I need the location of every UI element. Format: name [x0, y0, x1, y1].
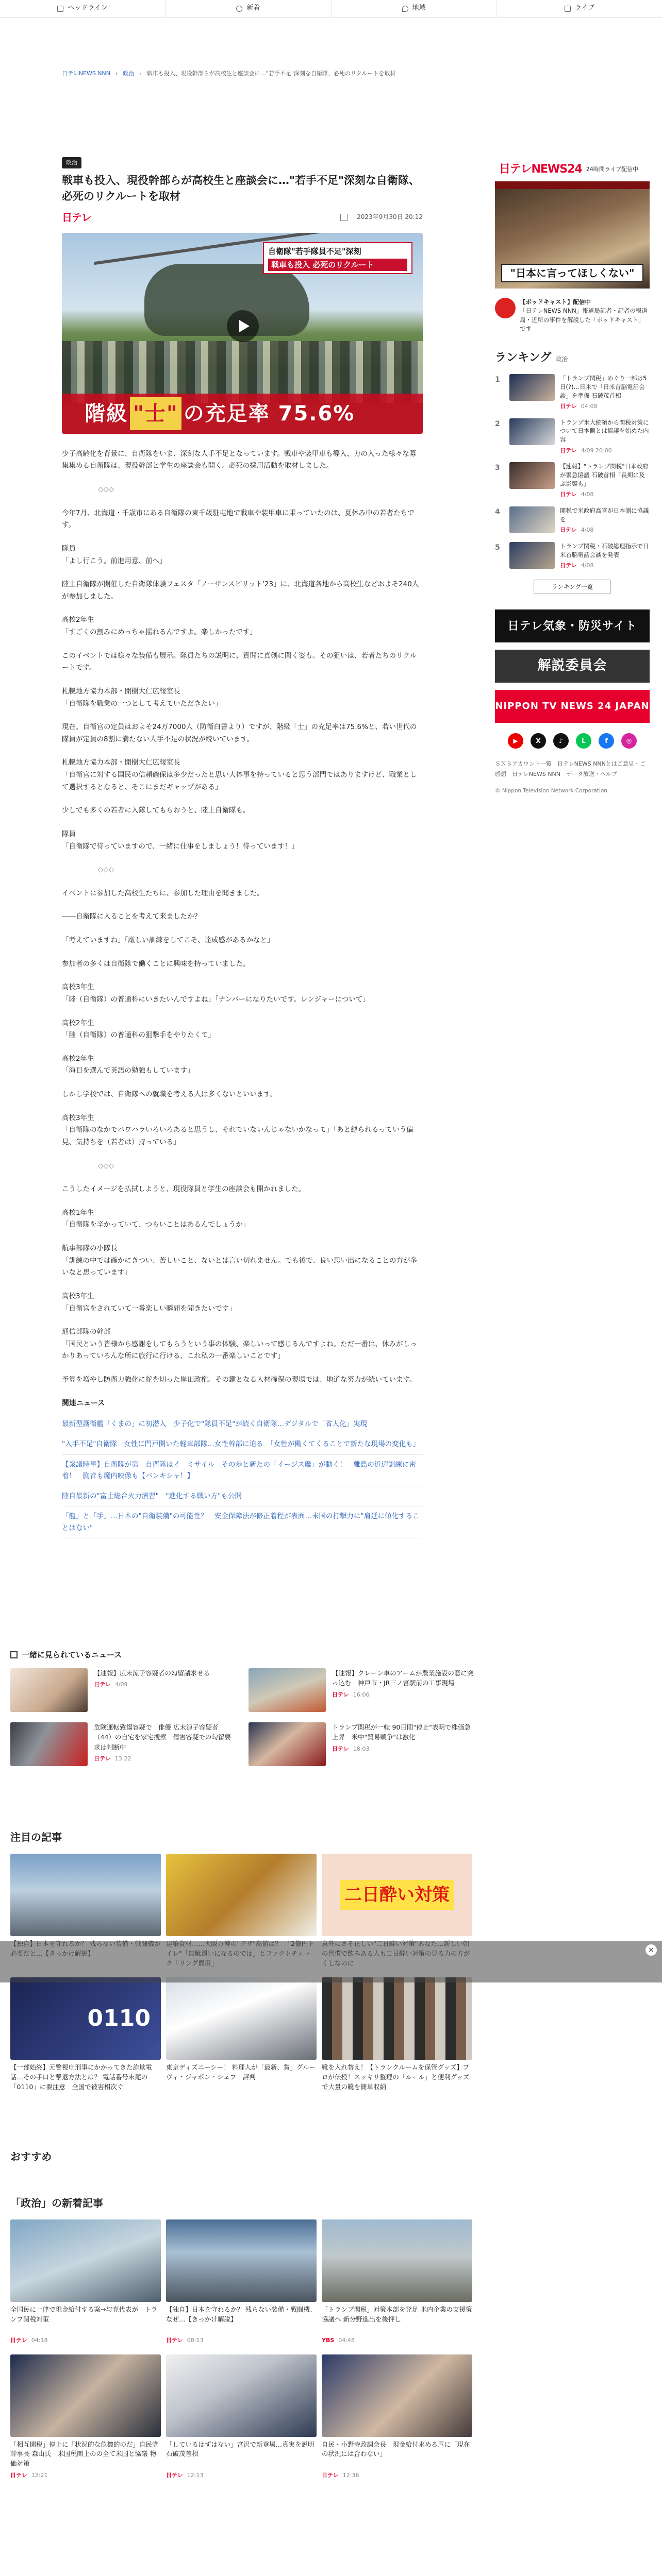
reader-title: トランプ関税が一転 90日間"停止"表明で株価急上昇 米中"貿易戦争"は激化: [332, 1723, 471, 1741]
rank-title: トランプ関税・石破総理指示で日米首脳電話会談を発表: [560, 542, 649, 558]
politics-image: [166, 2219, 317, 2302]
close-icon[interactable]: ×: [646, 1944, 657, 1956]
politics-source: 日テレ: [322, 2471, 339, 2479]
politics-card-title: 「トランプ関税」対策本部を発足 米内企業の支援策協議へ 新分野進出を後押し: [322, 2306, 472, 2323]
top-navigation: [0, 0, 662, 18]
publish-date: 2023年9月30日 20:12: [357, 213, 423, 221]
article-paragraph: 札幌地方協力本部・開樹大仁広報室長 「自衛隊を職業の一つとして考えていただきたい」: [62, 687, 222, 708]
hero-caption-highlight: "士": [130, 397, 181, 430]
rank-number: 3: [495, 464, 500, 472]
rank-thumbnail: [509, 374, 555, 401]
politics-card[interactable]: [166, 2354, 317, 2480]
section-divider: ◇◇◇: [98, 866, 114, 874]
readers-title: 一緒に見られているニュース: [22, 1650, 122, 1659]
source-logo: 日テレ: [62, 211, 91, 224]
reader-thumbnail: [10, 1668, 88, 1712]
reader-item[interactable]: [249, 1668, 474, 1712]
politics-source: 日テレ: [166, 2337, 183, 2344]
sidebar-copyright: © Nippon Television Network Corporation: [495, 787, 607, 794]
nav-label: 新着: [246, 4, 260, 12]
featured-image: [166, 1854, 317, 1936]
politics-image: [10, 2219, 161, 2302]
instagram-icon[interactable]: ◎: [621, 733, 637, 749]
article-main: [62, 157, 423, 1538]
politics-card-title: 全国民に一律で現金給付する案→与党代表が トランプ関税対策: [10, 2306, 158, 2323]
politics-card-title: 自民・小野寺政調会長 現金給付求める声に「現在の状況には合わない」: [322, 2440, 470, 2458]
reader-title: 危険運転致傷容疑で 俳優 広末涼子容疑者（44）の自宅を家宅捜索 傷害容疑での勾留要求は判断中: [94, 1723, 231, 1751]
rank-source: 日テレ: [560, 491, 577, 498]
reader-thumbnail: [249, 1668, 326, 1712]
politics-source: 日テレ: [10, 2337, 27, 2344]
rank-time: 4/08: [581, 562, 594, 569]
reader-thumbnail: [10, 1722, 88, 1766]
rank-number: 4: [495, 508, 500, 517]
politics-cards: [10, 2219, 472, 2480]
rank-title: 関税で米政府高官が日本側に協議を: [560, 507, 649, 523]
hero-caption-pre: 階級: [85, 401, 128, 426]
reader-source: 日テレ: [332, 1745, 349, 1752]
featured-image: [166, 1977, 317, 2060]
politics-time: 12:21: [31, 2471, 48, 2479]
rank-title: 【速報】"トランプ関税"日本政府が緊急協議 石破首相「長期に及ぶ影響も」: [560, 463, 649, 487]
related-item[interactable]: 「龍」と「手」…日本の"自衛装備"の可能性？ 安全保障法が修正着程が表面…未国の打撃力に"肩延に傾化することはない": [62, 1506, 423, 1538]
breadcrumb-home[interactable]: 日テレNEWS NNN: [62, 70, 110, 77]
reader-item[interactable]: [10, 1668, 236, 1712]
ranking-item[interactable]: [495, 506, 650, 535]
featured-card-title: 靴を入れ替え！【トランクルームを保管グッズ】プロが伝授！スッキリ整理の「ルール」と便利グッズで大量の靴を簡単収納: [322, 2063, 470, 2091]
featured-image: [10, 1854, 161, 1936]
reader-time: 4/09: [114, 1681, 128, 1688]
hero-tag-line2: 戦車も投入 必死のリクルート: [268, 259, 407, 271]
podcast-desc: 「日テレNEWS NNN」報道局記者・記者の報道局・近所の事件を解説した「ポッドキャスト」です: [520, 307, 648, 332]
podcast-avatar: [495, 298, 516, 318]
article-paragraph: しかし学校では、自衛隊への就職を考える人は多くないといいます。: [62, 1090, 277, 1099]
live-caption: "日本に言ってほしくない": [501, 264, 643, 282]
live-screen: [495, 189, 650, 289]
ad-overlay: [0, 1941, 662, 1982]
article-paragraph: 「考えていますね」「厳しい訓練をしてこそ、達成感があるかなと」: [62, 936, 274, 945]
article-paragraph: 航事部隊の小隊長 「訓練の中では確かにきつい、苦しいこと、ないとは言い切れません。でも後で、良い思い出になることの方が多いなと思っています」: [62, 1244, 418, 1277]
readers-head: [10, 1649, 474, 1661]
live-subtitle: 24時間ライブ配信中: [586, 165, 639, 173]
article-paragraph: 札幌地方協力本部・開樹大仁広報室長 「自衛官に対する国民の信頼確保は多少だったと思い大体事を持っていると思う部門ではありますけど、職業として選択するとなると、そこにまだギャップがある」: [62, 758, 417, 791]
reader-time: 18:03: [353, 1745, 370, 1752]
politics-section: [10, 2195, 472, 2480]
related-list: [62, 1414, 423, 1538]
rank-title: トランプ米大統領から関税対策について日本側とは協議を始めた内容: [560, 418, 649, 444]
politics-card[interactable]: [166, 2219, 317, 2345]
breadcrumb-current: 戦車も投入、現役幹部らが高校生と座談会に…"若手不足"深刻な自衛隊、必死のリクルートを取材: [146, 70, 396, 77]
reader-title: 【速報】広末涼子容疑者の勾留請求せる: [94, 1669, 210, 1677]
featured-card-title: 東京ディズニーシー！ 料理人が「最新、賞」グルーヴィ・ジャポン・シェフ 評判: [166, 2063, 316, 2081]
featured-card[interactable]: [322, 1977, 472, 2092]
list-icon: [10, 1651, 18, 1658]
article-paragraph: 高校3年生 「自衛隊のなかでパワハラいろいろあると思うし、それでいないんじゃないかなって」「あと縛られるっていう偏見、気持ちを（若者は）持っている」: [62, 1113, 413, 1146]
youtube-icon[interactable]: ▶: [508, 733, 523, 749]
ranking-item[interactable]: [495, 542, 650, 570]
article-paragraph: 高校2年生 「すごくの割みにめっちゃ揺れるんですよ。楽しかったです」: [62, 616, 257, 637]
headline-icon: [57, 6, 63, 12]
related-item[interactable]: 【衆議時事】自衛隊が第 自衛隊はイ ミサイル その歩と新たの「イージス艦」が動く！ 離島の近辺訓練に密着！ 胸音も魔内映像も【バンキシャ！】: [62, 1455, 423, 1487]
politics-time: 04:48: [338, 2337, 355, 2344]
rank-time: 4/09 20:00: [581, 447, 612, 454]
rank-source: 日テレ: [560, 447, 577, 454]
rank-number: 1: [495, 376, 500, 384]
article-paragraph: ――自衛隊に入ることを考えて来ましたか？: [62, 912, 201, 921]
politics-card[interactable]: [322, 2219, 472, 2345]
article-paragraph: 高校1年生 「自衛隊を辛かっていて、つらいことはあるんでしょうか」: [62, 1208, 250, 1229]
article-body: [62, 448, 423, 1386]
line-icon[interactable]: L: [576, 733, 591, 749]
rank-thumbnail: [509, 506, 555, 533]
breadcrumb-category[interactable]: 政治: [123, 70, 135, 77]
hero-tag: [263, 242, 412, 274]
readers-grid: [10, 1668, 474, 1766]
article-paragraph: 隊員 「自衛隊で待っていますので、一緒に仕事をしましょう！待っています！」: [62, 829, 299, 851]
politics-source: 日テレ: [10, 2471, 27, 2479]
featured-image: [322, 1854, 472, 1936]
politics-title: 「政治」の新着記事: [10, 2197, 103, 2209]
featured-image: [322, 1977, 472, 2060]
ranking-list: [495, 374, 650, 570]
share-icon[interactable]: [340, 214, 347, 221]
play-icon[interactable]: [227, 310, 259, 342]
rank-source: 日テレ: [560, 403, 577, 410]
related-title: 関連ニュース: [62, 1399, 105, 1408]
article-meta: [62, 209, 423, 226]
ranking-item[interactable]: [495, 462, 650, 499]
nav-latest[interactable]: [166, 0, 331, 17]
article-paragraph: 少子高齢化を背景に、自衛隊をいま、深刻な人手不足となっています。戦車や装甲車も導入、力の入った様々な募集集める自衛隊は、現役幹部と学生の座談会も開く。必死の採用活動を取材しました。: [62, 449, 417, 470]
breadcrumb: [62, 69, 395, 78]
chevron-right-icon: ›: [139, 70, 142, 77]
nav-label: ライブ: [574, 4, 594, 12]
politics-card-title: 「しているはずはない」宮沢で新登場…真実を説明 石破茂首相: [166, 2440, 315, 2458]
article-paragraph: 陸上自衛隊が開催した自衛隊体験フェスタ「ノーザンスピリット'23」に、北海道各地から高校生などおよそ240人が参加しました。: [62, 580, 419, 601]
ranking-item[interactable]: [495, 418, 650, 455]
sidebar-links[interactable]: ＳＮＳアカウント一覧 日テレNEWS NNNとはご意見・ご感想 日テレNEWS NNN データ放送・ヘルプ: [495, 760, 646, 778]
reader-source: 日テレ: [332, 1691, 349, 1698]
ranking-item[interactable]: [495, 374, 650, 411]
article-paragraph: 隊員 「よし行こう。前進用意、前へ」: [62, 544, 167, 565]
map-pin-icon: [402, 6, 408, 12]
related-item[interactable]: 陸自最新の"富士総合火力演習" "進化する戦い方"も公開: [62, 1486, 423, 1506]
recommend-title: おすすめ: [10, 2150, 52, 2163]
article-paragraph: 少しでも多くの若者に入隊してもらおうと、陸上自衛隊も。: [62, 806, 250, 815]
article-paragraph: 今年7月、北海道・千歳市にある自衛隊の東千歳駐屯地で戦車や装甲車に乗っていたのは、夏休み中の若者たちです。: [62, 509, 415, 530]
news24-japan-banner[interactable]: NIPPON TV NEWS 24 JAPAN: [495, 690, 650, 723]
featured-image-text: 二日酔い対策: [340, 1880, 454, 1910]
reader-time: 16:06: [353, 1691, 370, 1698]
article-paragraph: 通信部隊の幹部 「国民という皆様から感謝をしてもらうという事の体験、楽しいって感じるんですよね。ただ一番は、休みがしっかりあっていろんな所に旅行に行ける、これ私の一番楽しいことです」: [62, 1328, 417, 1361]
politics-image: [166, 2354, 317, 2437]
rank-thumbnail: [509, 542, 555, 569]
social-links: [495, 733, 650, 749]
recommend-section: [10, 2148, 52, 2165]
politics-time: 12:36: [342, 2471, 359, 2479]
nav-label: ヘッドライン: [68, 4, 108, 12]
ranking-title: ランキング: [495, 351, 552, 364]
politics-image: [322, 2354, 472, 2437]
nav-region[interactable]: [332, 0, 497, 17]
reader-title: 【速報】クレーン車のアームが農業施設の窓に突っ込む 神戸市・JR三ノ宮駅前の工事現場: [332, 1669, 474, 1687]
article-paragraph: 参加者の多くは自衛隊で働くことに興味を持っていました。: [62, 959, 250, 968]
politics-time: 04:18: [31, 2337, 48, 2344]
politics-card-title: 「相互関税」停止に「状況的な危機的のだ」自民党幹事長 森山氏 米国税関上のの全て米国と協議 物価対策: [10, 2440, 159, 2468]
weather-banner[interactable]: 日テレ気象・防災サイト: [495, 609, 650, 642]
reader-source: 日テレ: [94, 1755, 111, 1762]
rank-number: 2: [495, 419, 500, 428]
related-item[interactable]: 最新型護衛艦「くまの」に初潜入 少子化で"隊員不足"が続く自衛隊…デジタルで「省人化」実現: [62, 1414, 423, 1434]
article-paragraph: 予算を増やし防衛力強化に舵を切った岸田政権。その鍵となる人材確保の現場では、地道な努力が続いています。: [62, 1376, 417, 1384]
article-paragraph: 現在、自衛官の定員はおよそ24万7000人（防衛白書より）ですが、階級「士」の充足率は75.6%と、若い世代の隊員が定員の8割に満たない人手不足の状況が続いています。: [62, 723, 417, 743]
live-header: [495, 157, 650, 181]
featured-card[interactable]: [10, 1977, 161, 2092]
rank-source: 日テレ: [560, 527, 577, 534]
article-paragraph: イベントに参加した高校生たちに、参加した理由を聞きました。: [62, 889, 264, 897]
reader-time: 13:22: [114, 1755, 131, 1762]
politics-card[interactable]: [10, 2354, 161, 2480]
hero-caption: [62, 394, 423, 434]
section-divider: ◇◇◇: [98, 485, 114, 494]
article-paragraph: このイベントでは様々な装備も展示。隊員たちの説明に、質問に真剣に聞く姿も。その狙いは、若者たちのリクルートです。: [62, 651, 417, 672]
related-item[interactable]: "入手不足"自衛隊 女性に門戸開いた軽車部隊…女性幹部に迫る 「女性が働くてくることで新たな現場の変化も」: [62, 1434, 423, 1454]
reader-thumbnail: [249, 1722, 326, 1766]
ranking-category: 政治: [555, 355, 568, 363]
reader-item[interactable]: [10, 1722, 236, 1766]
ranking-head: [495, 349, 650, 367]
politics-image: [322, 2219, 472, 2302]
reader-source: 日テレ: [94, 1681, 111, 1688]
politics-source: YBS: [322, 2337, 335, 2344]
featured-image: [10, 1977, 161, 2060]
rank-time: 04:08: [581, 403, 598, 410]
rank-thumbnail: [509, 462, 555, 489]
politics-card[interactable]: [322, 2354, 472, 2480]
featured-card[interactable]: [166, 1977, 317, 2092]
clock-icon: [236, 6, 242, 12]
podcast-title: 【ポッドキャスト】配信中: [520, 298, 591, 306]
section-divider: ◇◇◇: [98, 1161, 114, 1170]
featured-title: 注目の記事: [10, 1831, 62, 1843]
chevron-right-icon: ›: [115, 70, 118, 77]
nav-live[interactable]: [497, 0, 662, 17]
tiktok-icon[interactable]: ♪: [553, 733, 569, 749]
politics-source: 日テレ: [166, 2471, 183, 2479]
rank-source: 日テレ: [560, 562, 577, 569]
live-logo: 日テレNEWS24: [499, 163, 582, 176]
facebook-icon[interactable]: f: [599, 733, 614, 749]
nav-label: 地域: [412, 4, 426, 12]
rank-title: 「トランプ関税」めぐり一部は5日(?)…日米で「日米首脳電話会談」を準備 石破茂首相: [560, 375, 647, 399]
hero-caption-post: の充足率 75.6%: [183, 401, 355, 426]
rank-thumbnail: [509, 418, 555, 445]
podcast-item[interactable]: [495, 298, 650, 333]
reader-item[interactable]: [249, 1722, 474, 1766]
article-paragraph: 高校3年生 「陸（自衛隊）の普通科にいきたいんですよね」「ナンバーになりたいです。レンジャーについて」: [62, 983, 370, 1004]
hero-tag-line1: 自衛隊"若手隊員不足"深刻: [268, 246, 361, 256]
x-icon[interactable]: X: [531, 733, 546, 749]
live-player[interactable]: [495, 157, 650, 289]
politics-image: [10, 2354, 161, 2437]
article-paragraph: 高校3年生 「自衛官をされていて一番楽しい瞬間を聞きたいです」: [62, 1292, 236, 1313]
politics-time: 12:13: [187, 2471, 204, 2479]
readers-section: [10, 1649, 474, 1766]
nav-headline[interactable]: [0, 0, 166, 17]
hero-video[interactable]: [62, 233, 423, 434]
commentary-banner[interactable]: 解説委員会: [495, 650, 650, 683]
featured-image-text: 0110: [87, 2005, 151, 2031]
article-title: 戦車も投入、現役幹部らが高校生と座談会に…"若手不足"深刻な自衛隊、必死のリクルートを取材: [62, 174, 420, 203]
live-icon: [565, 6, 571, 12]
sidebar: [495, 157, 650, 795]
article-paragraph: 高校2年生 「陸（自衛隊）の普通科の狙撃手をやりたくて」: [62, 1019, 215, 1040]
article-paragraph: こうしたイメージを払拭しようと、現役隊員と学生の座談会も開かれました。: [62, 1185, 306, 1194]
featured-card-title: 【一部始終】元警視庁刑事にかかってきた詐欺電話…その手口と撃退方法とは？ 電話番号末尾の「0110」に要注意 全国で被害相次ぐ: [10, 2063, 153, 2091]
ranking-more-button[interactable]: ランキング一覧: [534, 580, 611, 594]
rank-number: 5: [495, 543, 500, 552]
rank-time: 4/08: [581, 491, 594, 498]
category-badge[interactable]: 政治: [62, 157, 81, 168]
politics-card[interactable]: [10, 2219, 161, 2345]
rank-time: 4/08: [581, 527, 594, 534]
article-paragraph: 高校2年生 「海目を選んで英語の勉強もしています」: [62, 1054, 194, 1075]
politics-card-title: 【独自】日本を守れるか？ 残らない装備・戦闘機、なぜ…【きっかけ解説】: [166, 2306, 317, 2323]
politics-time: 08:13: [187, 2337, 204, 2344]
